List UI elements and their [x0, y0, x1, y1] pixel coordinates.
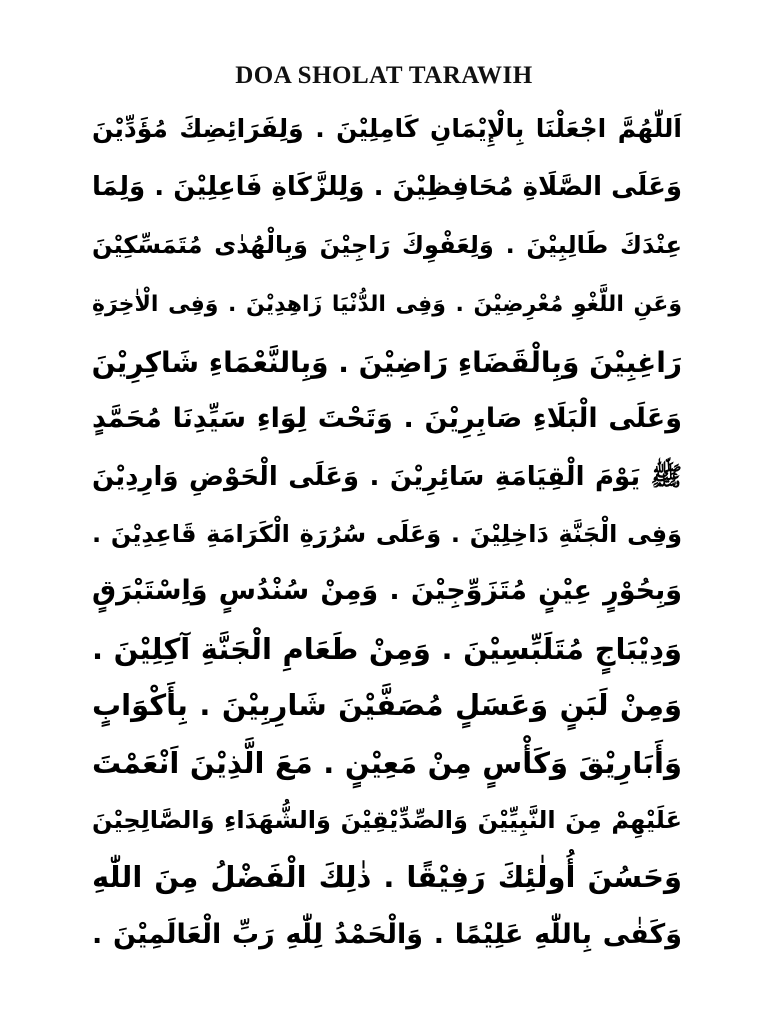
- prayer-line-13: عَلَيْهِمْ مِنَ النَّبِيِّيْنَ وَالصِّدِّيْقِيْنَ وَالشُّهَدَاءِ وَالصَّالِحِيْنَ: [92, 806, 682, 834]
- prayer-line-9: وَبِحُوْرٍ عِيْنٍ مُتَزَوِّجِيْنَ . وَمِنْ سُنْدُسٍ وَاِسْتَبْرَقٍ: [92, 575, 682, 606]
- prayer-line-5: رَاغِبِيْنَ وَبِالْقَضَاءِ رَاضِيْنَ . وَبِالنَّعْمَاءِ شَاكِرِيْنَ: [92, 346, 682, 379]
- prayer-line-14: وَحَسُنَ أُولٰئِكَ رَفِيْقًا . ذٰلِكَ الْفَضْلُ مِنَ اللّٰهِ: [92, 860, 682, 894]
- prayer-line-12: وَأَبَارِيْقَ وَكَأْسٍ مِنْ مَعِيْنٍ . مَعَ الَّذِيْنَ اَنْعَمْتَ: [92, 746, 682, 780]
- prayer-line-1: اَللّٰهُمَّ اجْعَلْنَا بِالْإِيْمَانِ كَامِلِيْنَ . وَلِفَرَائِضِكَ مُؤَدِّيْنَ: [92, 114, 682, 143]
- prayer-line-3: عِنْدَكَ طَالِبِيْنَ . وَلِعَفْوِكَ رَاجِيْنَ وَبِالْهُدٰى مُتَمَسِّكِيْنَ: [92, 231, 682, 259]
- prayer-line-6: وَعَلَى الْبَلَاءِ صَابِرِيْنَ . وَتَحْتَ لِوَاءِ سَيِّدِنَا مُحَمَّدٍ: [92, 403, 682, 434]
- prayer-line-7: ﷺ يَوْمَ الْقِيَامَةِ سَائِرِيْنَ . وَعَلَى الْحَوْضِ وَارِدِيْنَ: [92, 462, 682, 492]
- prayer-line-2: وَعَلَى الصَّلَاةِ مُحَافِظِيْنَ . وَلِلزَّكَاةِ فَاعِلِيْنَ . وَلِمَا: [92, 172, 682, 202]
- prayer-line-15: وَكَفٰى بِاللّٰهِ عَلِيْمًا . وَالْحَمْدُ لِلّٰهِ رَبِّ الْعَالَمِيْنَ .: [92, 919, 682, 950]
- prayer-line-8: وَفِى الْجَنَّةِ دَاخِلِيْنَ . وَعَلَى سُرُرَةِ الْكَرَامَةِ قَاعِدِيْنَ .: [92, 520, 682, 548]
- prayer-line-11: وَمِنْ لَبَنٍ وَعَسَلٍ مُصَفَّيْنَ شَارِبِيْنَ . بِأَكْوَابٍ: [92, 688, 682, 722]
- arabic-prayer-text: [92, 100, 682, 950]
- prayer-line-4: وَعَنِ اللَّغْوِ مُعْرِضِيْنَ . وَفِى الدُّنْيَا زَاهِدِيْنَ . وَفِى الْاٰخِرَةِ: [92, 292, 682, 317]
- page-title: DOA SHOLAT TARAWIH: [235, 62, 533, 89]
- prayer-line-10: وَدِيْبَاجٍ مُتَلَبِّسِيْنَ . وَمِنْ طَعَامِ الْجَنَّةِ آكِلِيْنَ .: [92, 632, 682, 666]
